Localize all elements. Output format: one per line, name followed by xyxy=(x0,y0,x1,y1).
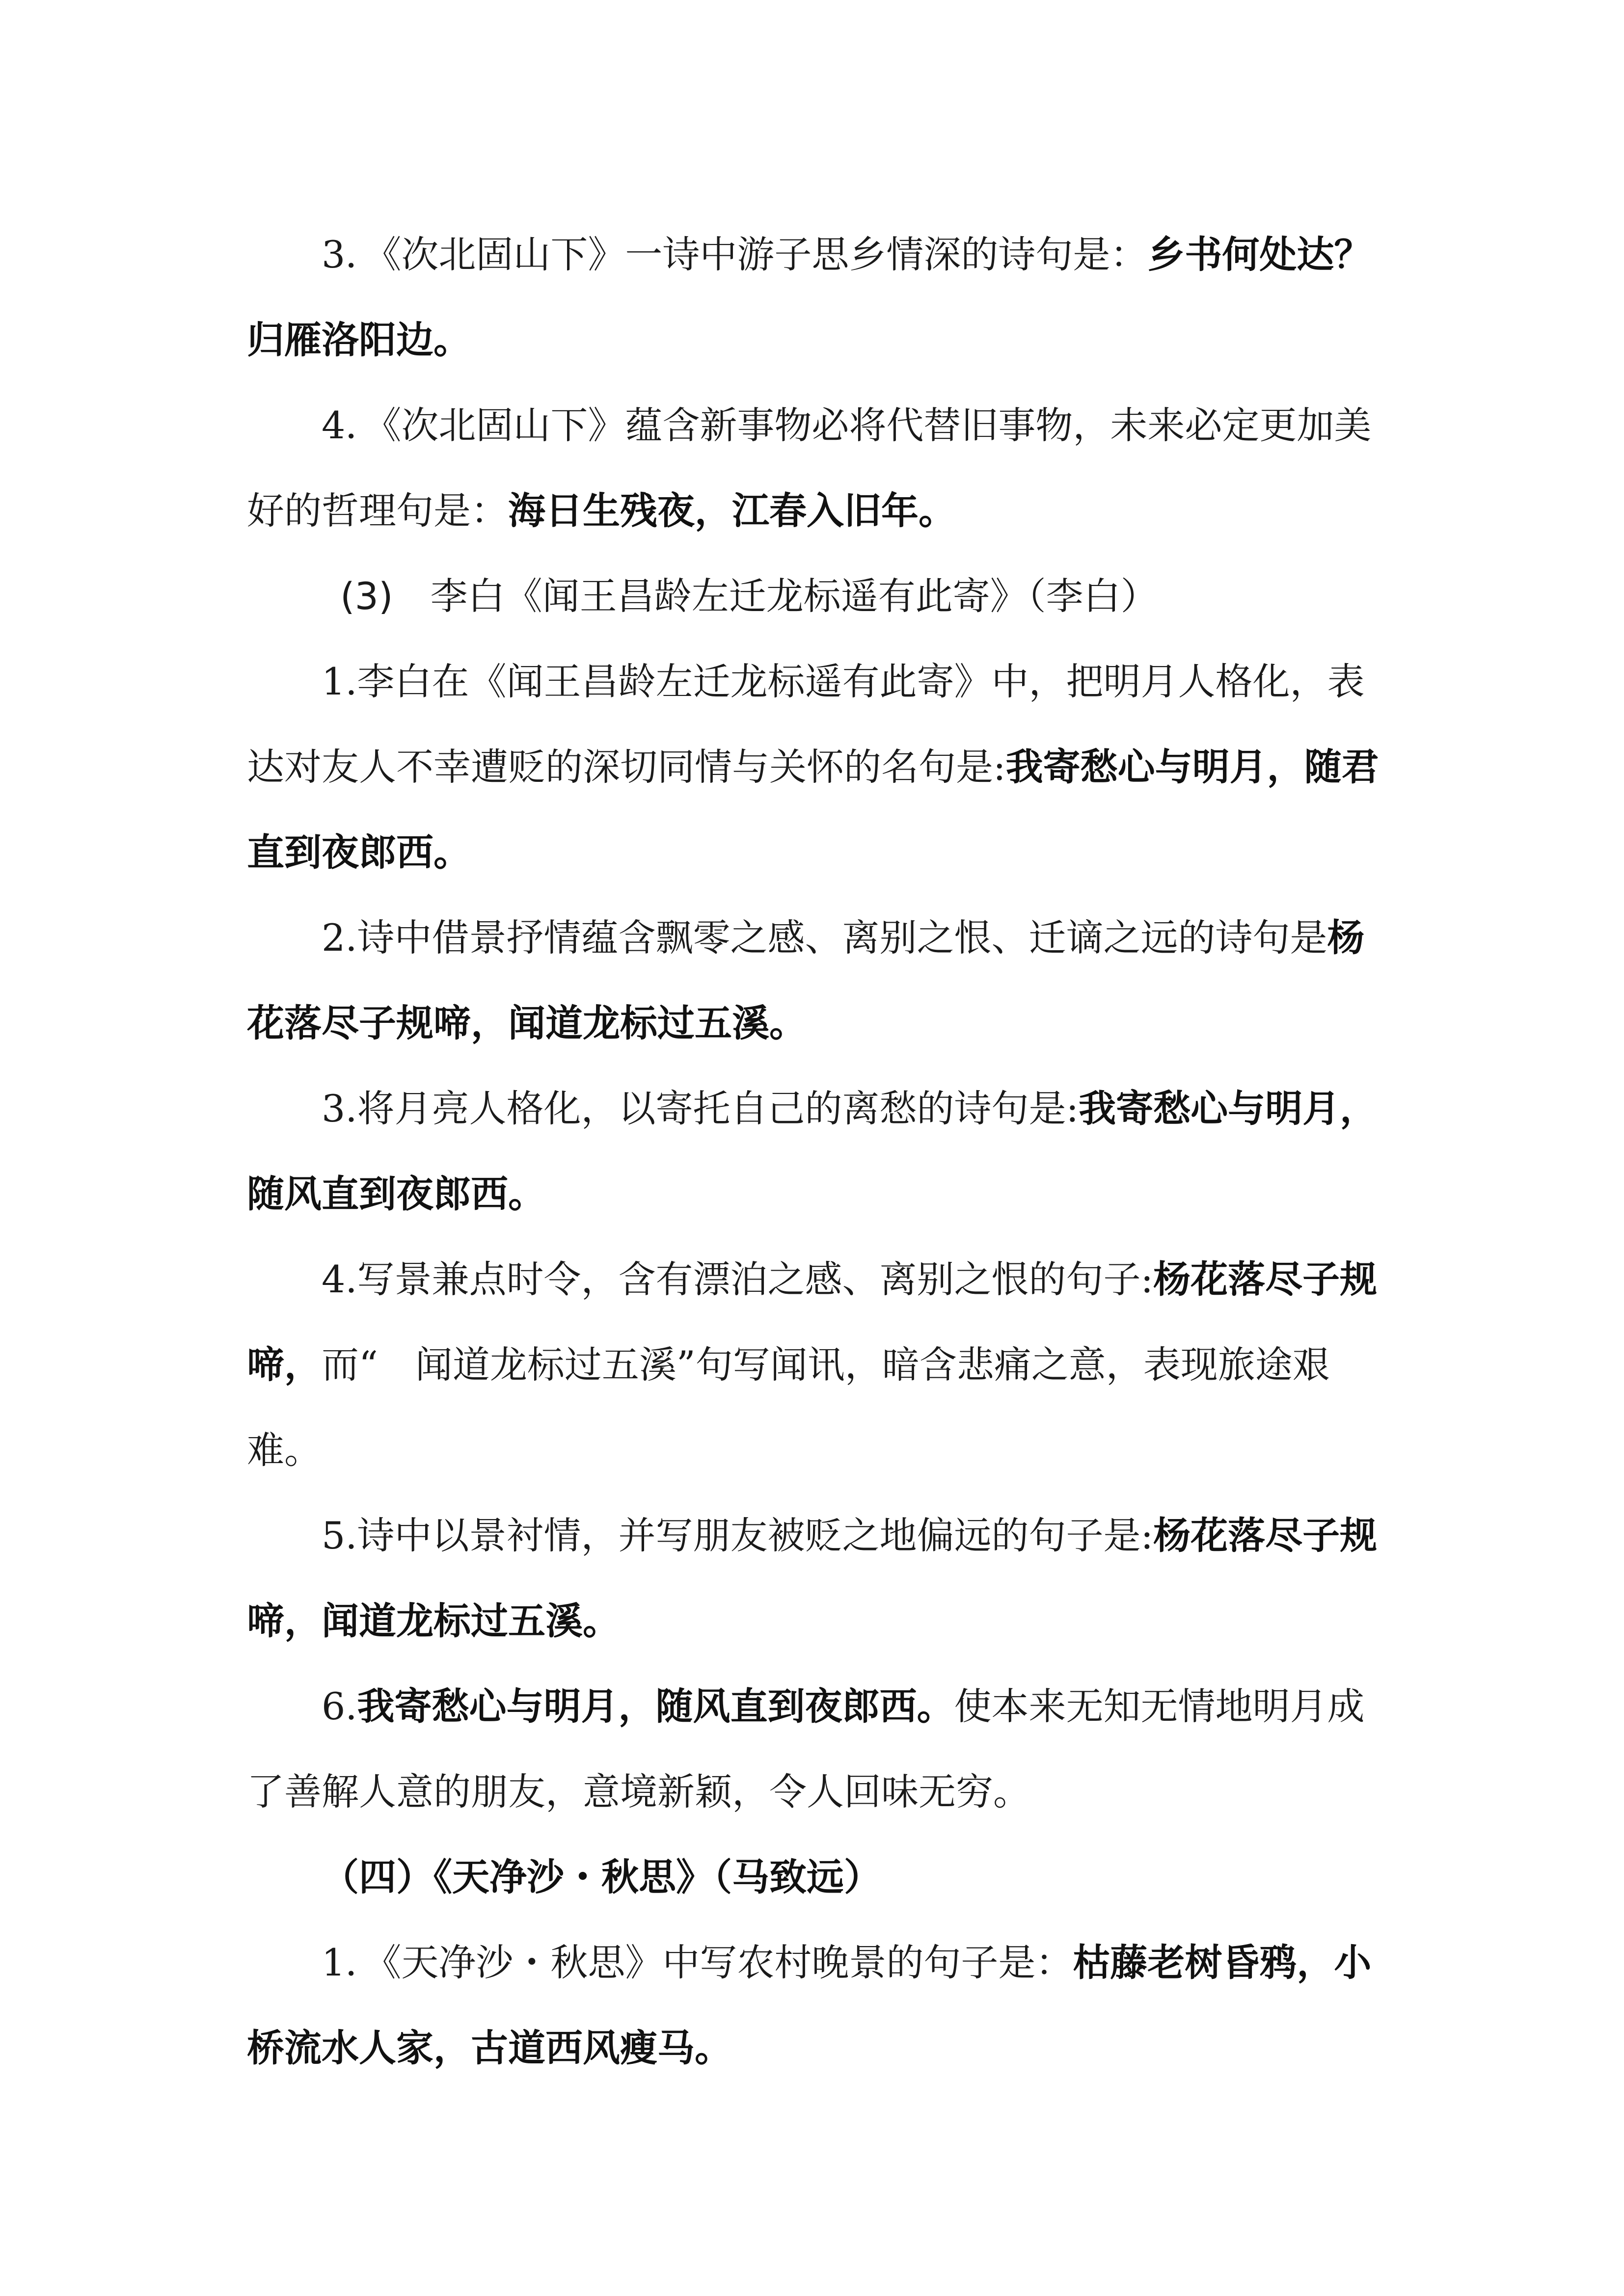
document-body xyxy=(247,212,1386,2091)
paragraph-item-3 xyxy=(247,1066,1386,1237)
answer-text: 枯藤老树昏鸦，小桥流水人家，古道西风瘦马。 xyxy=(247,1941,1372,2070)
question-text: 4.写景兼点时令，含有漂泊之感、离别之恨的句子: xyxy=(322,1257,1154,1301)
paragraph-item-2 xyxy=(247,895,1386,1066)
section-number: (3) xyxy=(340,574,393,618)
item-number: 6. xyxy=(322,1684,357,1728)
paragraph-item-5 xyxy=(247,1493,1386,1664)
section-title: （四）《天净沙・秋思》（马致远） xyxy=(322,1855,881,1899)
paragraph-item-4-1 xyxy=(247,1920,1386,2091)
answer-text: 我寄愁心与明月，随风直到夜郎西。 xyxy=(247,1087,1378,1216)
explanation-text: 使本来无知无情地明月成了善解人意的朋友，意境新颖，令人回味无穷。 xyxy=(247,1684,1365,1814)
question-text: 5.诗中以景衬情，并写朋友被贬之地偏远的句子是: xyxy=(322,1514,1154,1557)
section-heading-3 xyxy=(247,554,1386,639)
question-text: 3.将月亮人格化，以寄托自己的离愁的诗句是: xyxy=(322,1087,1079,1130)
answer-text: 我寄愁心与明月，随风直到夜郎西。 xyxy=(357,1684,954,1728)
explanation-text: 而“ 闻道龙标过五溪”句写闻讯，暗含悲痛之意，表现旅途艰难。 xyxy=(247,1343,1330,1472)
question-text: 3．《次北固山下》一诗中游子思乡情深的诗句是： xyxy=(322,233,1148,276)
paragraph-item-1 xyxy=(247,639,1386,895)
answer-text: 杨花落尽子规啼， xyxy=(247,1257,1378,1387)
answer-text: 杨花落尽子规啼，闻道龙标过五溪。 xyxy=(247,916,1365,1045)
section-title: 李白《闻王昌龄左迁龙标遥有此寄》（李白） xyxy=(430,574,1158,618)
paragraph-item-6 xyxy=(247,1664,1386,1835)
answer-text: 海日生残夜，江春入旧年。 xyxy=(508,489,956,533)
paragraph-question-3 xyxy=(247,212,1386,383)
paragraph-item-4 xyxy=(247,1237,1386,1493)
answer-text: 我寄愁心与明月，随君直到夜郎西。 xyxy=(247,745,1379,874)
answer-text: 杨花落尽子规啼，闻道龙标过五溪。 xyxy=(247,1514,1378,1643)
paragraph-question-4 xyxy=(247,383,1386,554)
question-text: 1．《天净沙・秋思》中写农村晚景的句子是： xyxy=(322,1941,1073,1984)
question-text: 1.李白在《闻王昌龄左迁龙标遥有此寄》中，把明月人格化，表达对友人不幸遭贬的深切同情与关怀的名句是: xyxy=(247,660,1365,789)
section-heading-4 xyxy=(247,1835,1386,1920)
question-text: 2.诗中借景抒情蕴含飘零之感、离别之恨、迁谪之远的诗句是 xyxy=(322,916,1327,960)
answer-text: 乡书何处达？归雁洛阳边。 xyxy=(247,233,1372,362)
question-text: 4．《次北固山下》蕴含新事物必将代替旧事物，未来必定更加美好的哲理句是： xyxy=(247,403,1372,533)
